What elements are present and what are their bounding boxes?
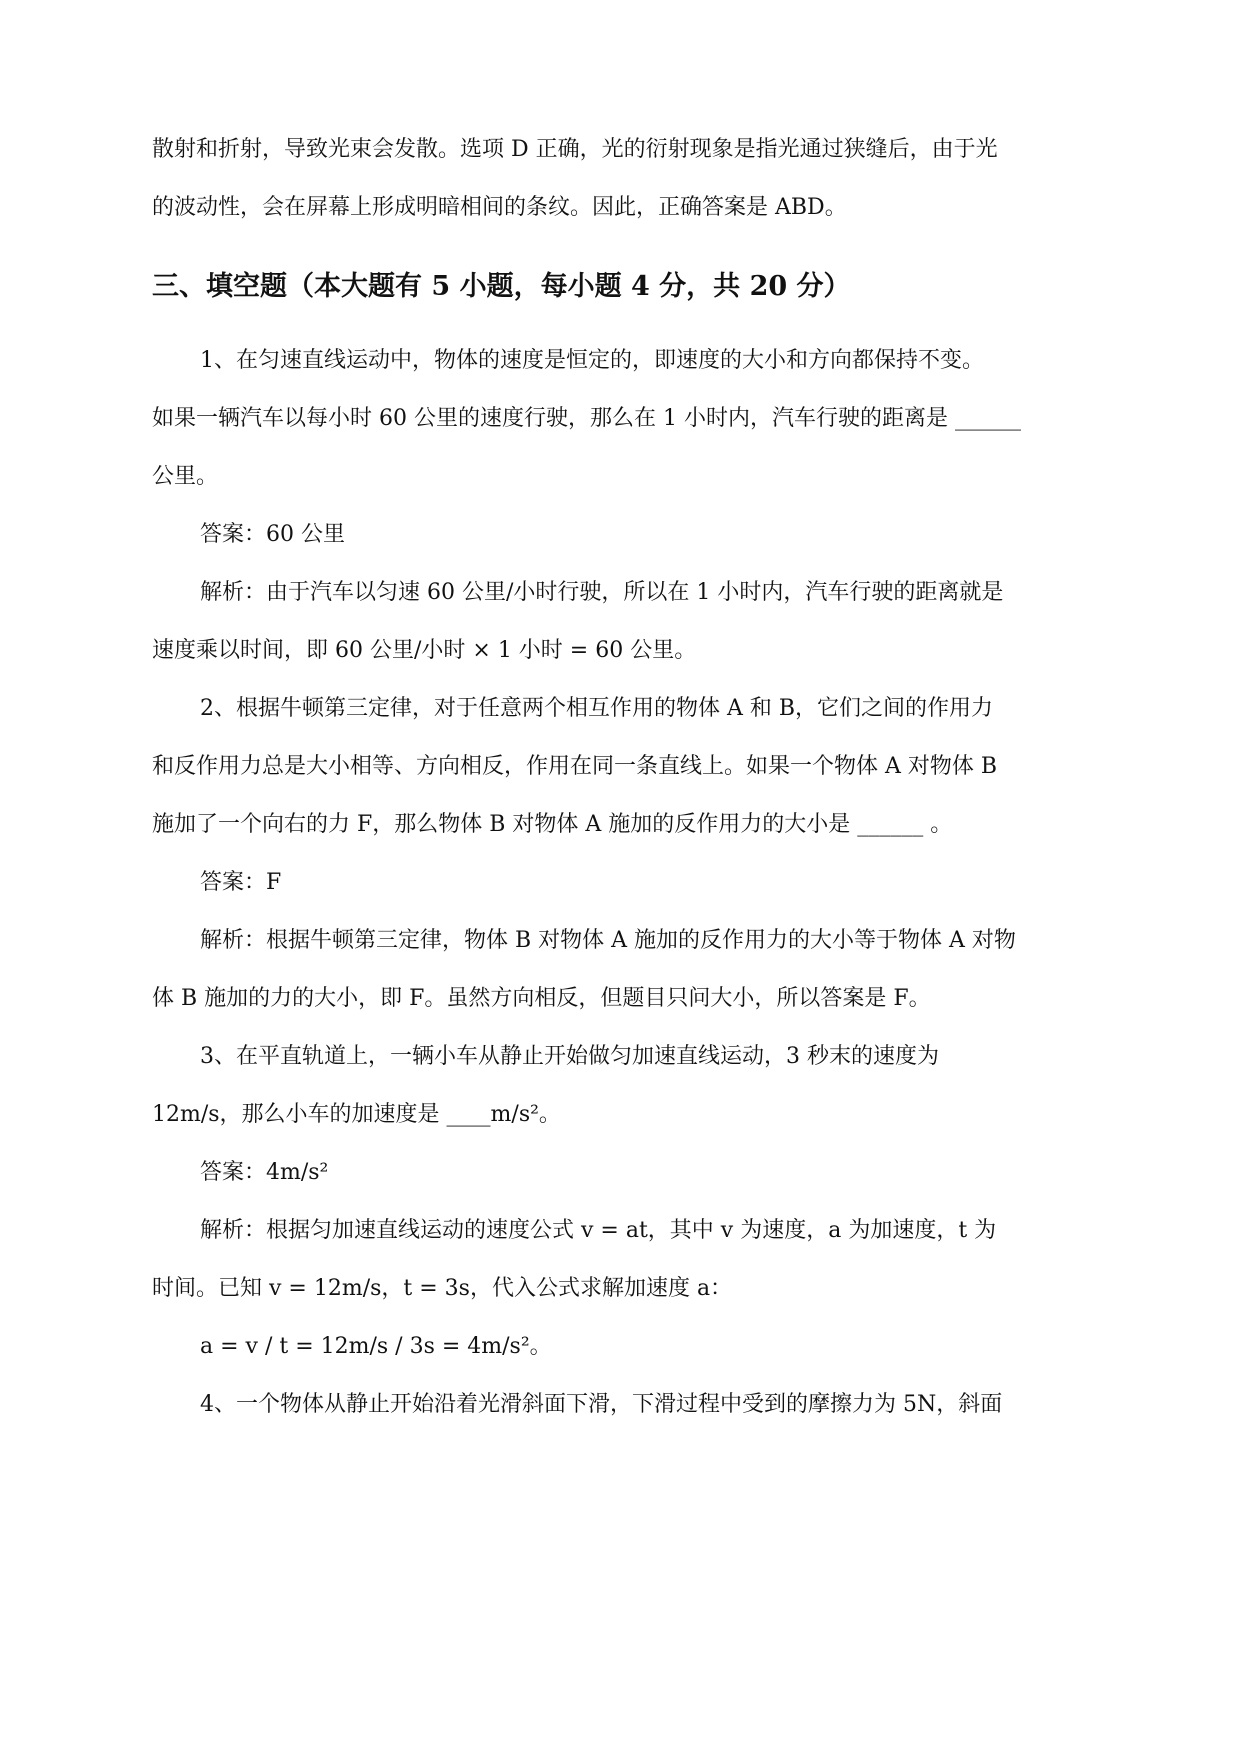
question-1-analysis-line-1: 解析：由于汽车以匀速 60 公里/小时行驶，所以在 1 小时内，汽车行驶的距离就是 xyxy=(200,580,1004,605)
question-3-answer: 答案：4m/s² xyxy=(200,1160,329,1185)
question-3-analysis-line-2: 时间。已知 v = 12m/s，t = 3s，代入公式求解加速度 a： xyxy=(152,1276,733,1301)
question-3-analysis-line-3: a = v / t = 12m/s / 3s = 4m/s²。 xyxy=(200,1334,552,1359)
question-2-answer: 答案：F xyxy=(200,870,282,895)
question-3-line-2: 12m/s，那么小车的加速度是 ____m/s²。 xyxy=(152,1102,561,1127)
section-title: 三、填空题（本大题有 5 小题，每小题 4 分，共 20 分） xyxy=(152,271,851,302)
question-1-analysis-line-2: 速度乘以时间，即 60 公里/小时 × 1 小时 = 60 公里。 xyxy=(152,638,697,663)
question-3-line-1: 3、在平直轨道上，一辆小车从静止开始做匀加速直线运动，3 秒末的速度为 xyxy=(200,1044,939,1069)
question-1-line-3: 公里。 xyxy=(152,464,219,489)
question-2-analysis-line-2: 体 B 施加的力的大小，即 F。虽然方向相反，但题目只问大小，所以答案是 F。 xyxy=(152,986,931,1011)
question-1-line-1: 1、在匀速直线运动中，物体的速度是恒定的，即速度的大小和方向都保持不变。 xyxy=(200,348,984,373)
question-1-answer: 答案：60 公里 xyxy=(200,522,345,547)
prev-analysis-line-2: 的波动性，会在屏幕上形成明暗相间的条纹。因此，正确答案是 ABD。 xyxy=(152,195,847,220)
question-3-analysis-line-1: 解析：根据匀加速直线运动的速度公式 v = at，其中 v 为速度，a 为加速度，t 为 xyxy=(200,1218,997,1243)
prev-analysis-line-1: 散射和折射，导致光束会发散。选项 D 正确，光的衍射现象是指光通过狭缝后，由于光 xyxy=(152,137,998,162)
question-2-analysis-line-1: 解析：根据牛顿第三定律，物体 B 对物体 A 施加的反作用力的大小等于物体 A 对物 xyxy=(200,928,1016,953)
question-4-line-1: 4、一个物体从静止开始沿着光滑斜面下滑，下滑过程中受到的摩擦力为 5N，斜面 xyxy=(200,1392,1003,1417)
question-2-line-2: 和反作用力总是大小相等、方向相反，作用在同一条直线上。如果一个物体 A 对物体 B xyxy=(152,754,998,779)
question-2-line-1: 2、根据牛顿第三定律，对于任意两个相互作用的物体 A 和 B，它们之间的作用力 xyxy=(200,696,994,721)
question-2-line-3: 施加了一个向右的力 F，那么物体 B 对物体 A 施加的反作用力的大小是 ______ 。 xyxy=(152,812,953,837)
question-1-line-2: 如果一辆汽车以每小时 60 公里的速度行驶，那么在 1 小时内，汽车行驶的距离是 ______ xyxy=(152,406,1021,431)
